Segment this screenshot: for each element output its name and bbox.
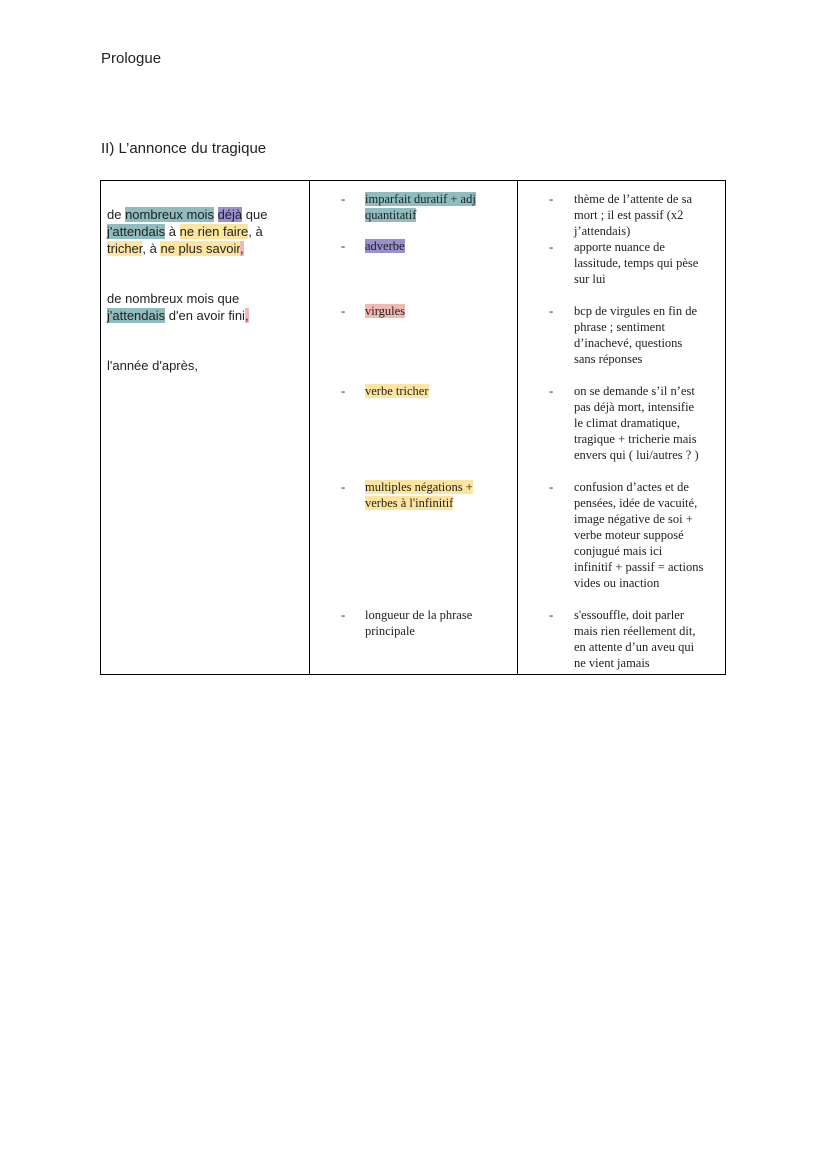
device-item xyxy=(365,383,505,399)
effect-line: lassitude, temps qui pèse xyxy=(574,256,699,270)
device-item xyxy=(365,303,505,319)
bullet-dash: - xyxy=(341,239,346,253)
device-label: principale xyxy=(365,624,415,638)
highlight-teal: j'attendais xyxy=(107,308,166,323)
effect-line: sur lui xyxy=(574,272,606,286)
effect-line: sans réponses xyxy=(574,352,643,366)
effect-line: conjugué mais ici xyxy=(574,544,663,558)
device-label: quantitatif xyxy=(365,208,417,222)
effect-line: pensées, idée de vacuité, xyxy=(574,496,698,510)
bullet-dash: - xyxy=(341,480,346,494)
effect-line: le climat dramatique, xyxy=(574,416,680,430)
effect-line: on se demande s’il n’est xyxy=(574,384,695,398)
bullet-dash: - xyxy=(341,192,346,206)
effect-line: infinitif + passif = actions xyxy=(574,560,704,574)
device-label: verbes à l'infinitif xyxy=(365,496,454,510)
device-label: virgules xyxy=(365,304,406,318)
highlight-pink: , xyxy=(244,308,249,323)
bullet-dash: - xyxy=(341,304,346,318)
effect-line: s'essouffle, doit parler xyxy=(574,608,684,622)
bullet-dash: - xyxy=(341,608,346,622)
effect-item xyxy=(574,383,724,463)
device-item xyxy=(365,607,505,639)
analysis-table xyxy=(100,180,726,675)
highlight-teal: j'attendais xyxy=(107,224,166,239)
effect-line: ne vient jamais xyxy=(574,656,650,670)
effect-line: mais rien réellement dit, xyxy=(574,624,696,638)
highlight-teal: nombreux mois xyxy=(125,207,214,222)
highlight-yellow: ne rien faire xyxy=(179,224,249,239)
effect-line: phrase ; sentiment xyxy=(574,320,665,334)
highlight-purple: déjà xyxy=(217,207,243,222)
effect-line: bcp de virgules en fin de xyxy=(574,304,697,318)
bullet-dash: - xyxy=(549,608,554,622)
effect-item xyxy=(574,303,724,367)
effect-line: envers qui ( lui/autres ? ) xyxy=(574,448,699,462)
quote-block-1: de nombreux mois déjà que j'attendais à ne rien faire, à tricher, à ne plus savoir, xyxy=(107,207,268,256)
device-label: multiples négations + xyxy=(365,480,473,494)
bullet-dash: - xyxy=(549,384,554,398)
highlight-pink: , xyxy=(239,241,244,256)
effect-line: vides ou inaction xyxy=(574,576,660,590)
highlight-yellow: tricher xyxy=(107,241,143,256)
effect-line: confusion d’actes et de xyxy=(574,480,689,494)
device-label: imparfait duratif + adj xyxy=(365,192,476,206)
quote-block-3: l'année d'après, xyxy=(107,358,198,373)
effect-item xyxy=(574,479,724,591)
bullet-dash: - xyxy=(341,384,346,398)
page-header-title: Prologue xyxy=(101,50,162,67)
column-divider xyxy=(309,181,310,674)
device-item xyxy=(365,238,505,254)
highlight-yellow: ne plus savoir xyxy=(160,241,240,256)
effect-line: apporte nuance de xyxy=(574,240,665,254)
device-item xyxy=(365,479,505,511)
section-heading: II) L’annonce du tragique xyxy=(101,140,267,157)
effect-item xyxy=(574,607,724,671)
bullet-dash: - xyxy=(549,240,554,254)
effect-line: image négative de soi + xyxy=(574,512,693,526)
bullet-dash: - xyxy=(549,192,554,206)
effect-line: d’inachevé, questions xyxy=(574,336,683,350)
effect-item xyxy=(574,239,724,287)
effect-item xyxy=(574,191,724,239)
bullet-dash: - xyxy=(549,304,554,318)
effect-line: mort ; il est passif (x2 xyxy=(574,208,684,222)
effect-line: pas déjà mort, intensifie xyxy=(574,400,695,414)
device-label: longueur de la phrase xyxy=(365,608,473,622)
effect-line: j’attendais) xyxy=(574,224,631,238)
effect-line: en attente d’un aveu qui xyxy=(574,640,695,654)
device-item xyxy=(365,191,505,223)
device-label: verbe tricher xyxy=(365,384,429,398)
effect-line: verbe moteur supposé xyxy=(574,528,684,542)
quote-block-2: de nombreux mois que j'attendais d'en avoir fini, xyxy=(107,291,249,323)
bullet-dash: - xyxy=(549,480,554,494)
device-label: adverbe xyxy=(365,239,405,253)
effect-line: thème de l’attente de sa xyxy=(574,192,692,206)
column-divider xyxy=(517,181,518,674)
effect-line: tragique + tricherie mais xyxy=(574,432,697,446)
